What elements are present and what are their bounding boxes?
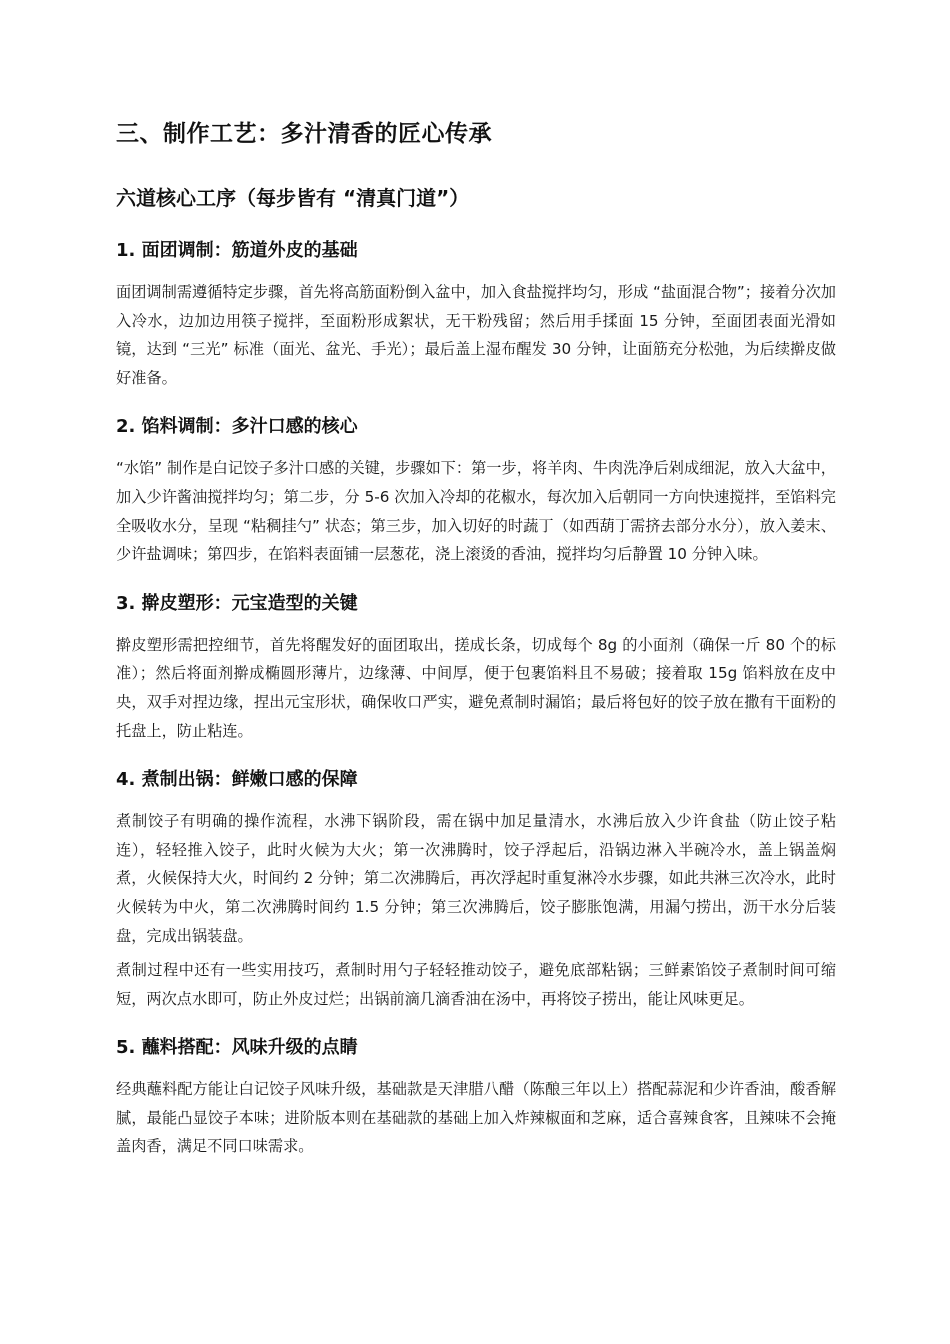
step-heading: 4. 煮制出锅：鲜嫩口感的保障: [116, 769, 358, 791]
step-heading: 1. 面团调制：筋道外皮的基础: [116, 240, 358, 261]
step-paragraph: 煮制过程中还有一些实用技巧，煮制时用勺子轻轻推动饺子，避免底部粘锅；三鲜素馅饺子煮制时间可缩短，两次点水即可，防止外皮过烂；出锅前滴几滴香油在汤中，再将饺子捞出，能让风味更足。: [116, 961, 836, 1008]
section-title: 三、制作工艺：多汁清香的匠心传承: [116, 121, 492, 147]
step-boiling: [116, 765, 836, 1013]
step-dipping-sauce: [116, 1033, 836, 1161]
step-paragraph: 经典蘸料配方能让白记饺子风味升级，基础款是天津腊八醋（陈酿三年以上）搭配蒜泥和少许香油，酸香解腻，最能凸显饺子本味；进阶版本则在基础款的基础上加入炸辣椒面和芝麻，适合喜辣食客，且辣味不会掩盖肉香，满足不同口味需求。: [116, 1080, 836, 1156]
step-paragraph: 擀皮塑形需把控细节，首先将醒发好的面团取出，搓成长条，切成每个 8g 的小面剂（确保一斤 80 个的标准）；然后将面剂擀成椭圆形薄片，边缘薄、中间厚，便于包裹馅料且不易破；接着取 15g 馅料放在皮中央，双手对捏边缘，捏出元宝形状，确保收口严实，避免煮制时漏馅；最后将包好的饺子放在撒有干面粉的托盘上，防止粘连。: [116, 635, 836, 740]
subsection-title: 六道核心工序（每步皆有 “清真门道”）: [116, 186, 470, 210]
step-paragraph: 煮制饺子有明确的操作流程，水沸下锅阶段，需在锅中加足量清水，水沸后放入少许食盐（防止饺子粘连），轻轻推入饺子，此时火候为大火；第一次沸腾时，饺子浮起后，沿锅边淋入半碗冷水，盖上锅盖焖煮，火候保持大火，时间约 2 分钟；第二次沸腾后，再次浮起时重复淋冷水步骤，如此共淋三次冷水，此时火候转为中火，第二次沸腾时间约 1.5 分钟；第三次沸腾后，饺子膨胀饱满，用漏勺捞出，沥干水分后装盘，完成出锅装盘。: [116, 812, 836, 945]
step-filling: [116, 412, 836, 568]
step-heading: 5. 蘸料搭配：风味升级的点睛: [116, 1037, 358, 1059]
step-heading: 3. 擀皮塑形：元宝造型的关键: [116, 592, 358, 614]
step-paragraph: 面团调制需遵循特定步骤，首先将高筋面粉倒入盆中，加入食盐搅拌均匀，形成 “盐面混合物”；接着分次加入冷水，边加边用筷子搅拌，至面粉形成絮状，无干粉残留；然后用手揉面 15 分钟，至面团表面光滑如镜，达到 “三光” 标准（面光、盆光、手光）；最后盖上湿布醒发 30 分钟，让面筋充分松弛，为后续擀皮做好准备。: [116, 283, 836, 387]
step-paragraph: “水馅” 制作是白记饺子多汁口感的关键，步骤如下：第一步，将羊肉、牛肉洗净后剁成细泥，放入大盆中，加入少许酱油搅拌均匀；第二步，分 5-6 次加入冷却的花椒水，每次加入后朝同一方向快速搅拌，至馅料完全吸收水分，呈现 “粘稠挂勺” 状态；第三步，加入切好的时蔬丁（如西葫丁需挤去部分水分），放入姜末、少许盐调味；第四步，在馅料表面铺一层葱花，浇上滚烫的香油，搅拌均匀后静置 10 分钟入味。: [116, 459, 836, 564]
step-wrapping: [116, 589, 836, 745]
step-dough: [116, 236, 836, 392]
step-heading: 2. 馅料调制：多汁口感的核心: [116, 416, 358, 438]
